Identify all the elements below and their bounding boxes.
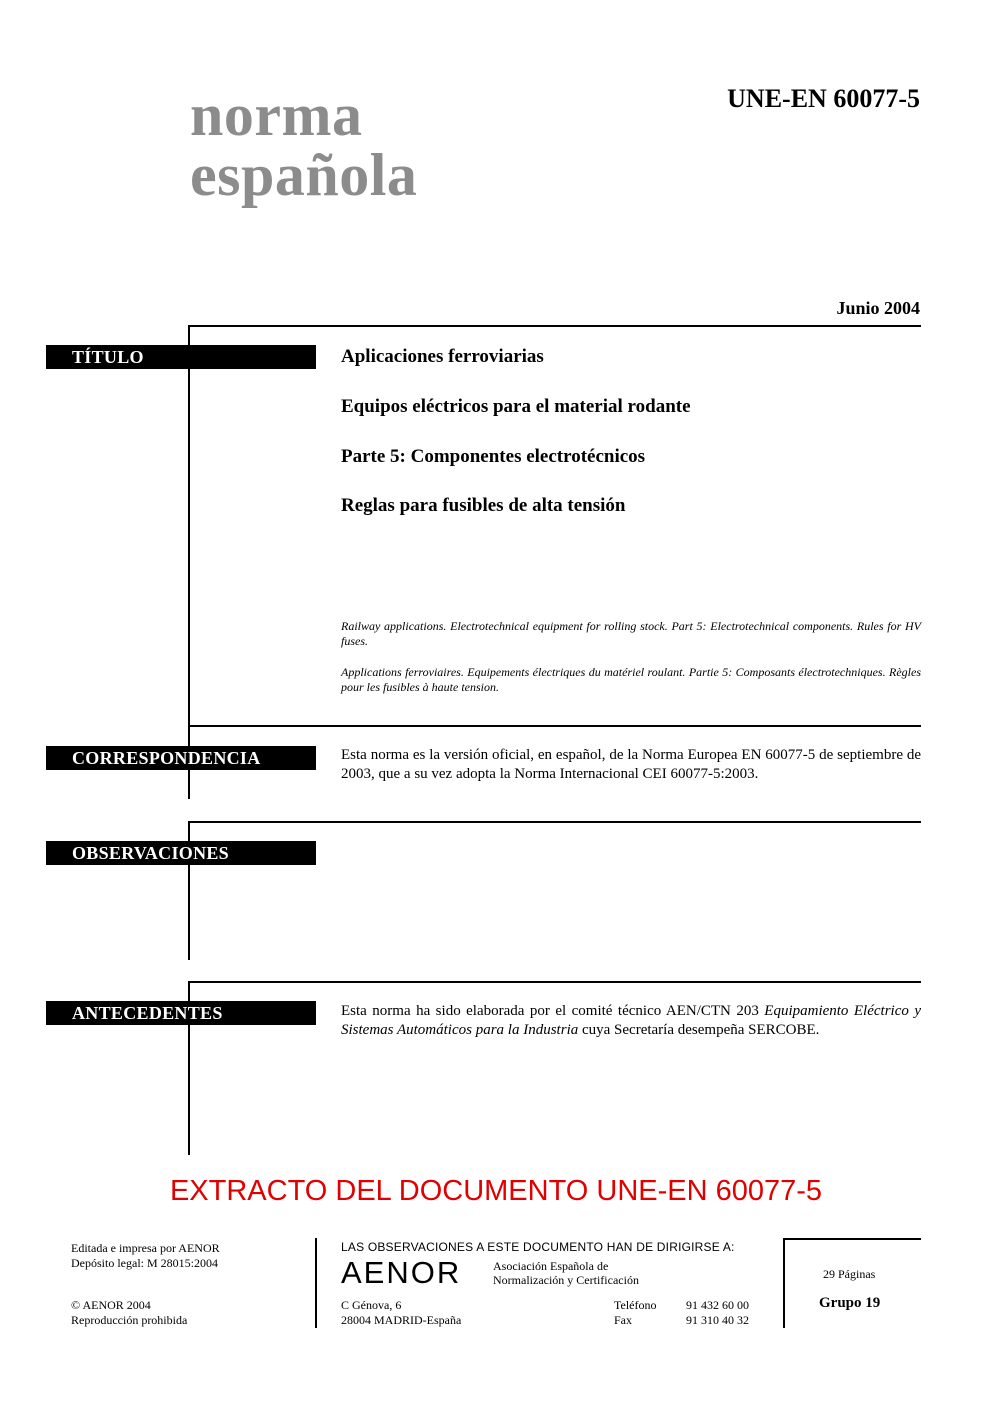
section-rule-observaciones	[188, 821, 921, 823]
footer-page-count: 29 Páginas	[823, 1267, 876, 1281]
aenor-logo: AENOR	[341, 1255, 462, 1290]
title-line-3: Parte 5: Componentes electrotécnicos	[341, 446, 646, 467]
brand-word-norma: norma	[190, 82, 363, 148]
standard-code: UNE-EN 60077-5	[727, 84, 920, 113]
footer-address-city: 28004 MADRID-España	[341, 1313, 462, 1327]
aenor-org-line1: Asociación Española de	[493, 1259, 609, 1273]
section-rule-titulo	[188, 325, 921, 327]
footer-copyright: © AENOR 2004	[71, 1298, 151, 1312]
antecedentes-committee-name: Equipamiento Eléctrico y Sistemas Automáticos para la Industria	[341, 1003, 921, 1038]
brand-word-espanola: española	[190, 142, 418, 208]
footer-box-top	[783, 1238, 921, 1240]
footer-phone: 91 432 60 00	[686, 1298, 749, 1312]
aenor-org-line2: Normalización y Certificación	[493, 1273, 639, 1287]
antecedentes-text-end: cuya Secretaría desempeña SERCOBE.	[578, 1022, 820, 1038]
section-rule-antecedentes	[188, 981, 921, 983]
footer-deposit: Depósito legal: M 28015:2004	[71, 1256, 218, 1270]
antecedentes-text	[341, 1002, 921, 1040]
footer-address-street: C Génova, 6	[341, 1298, 402, 1312]
footer-divider-right	[783, 1238, 785, 1328]
title-english: Railway applications. Electrotechnical equipment for rolling stock. Part 5: Electrotechnical components. Rules for HV fuses.	[341, 619, 921, 648]
title-line-1: Aplicaciones ferroviarias	[341, 346, 544, 367]
section-label-correspondencia: CORRESPONDENCIA	[46, 746, 316, 770]
section-vrule-titulo	[188, 325, 190, 725]
correspondencia-text: Esta norma es la versión oficial, en español, de la Norma Europea EN 60077-5 de septiembre de 2003, que a su vez adopta la Norma Internacional CEI 60077-5:2003.	[341, 747, 921, 782]
footer-divider-left	[315, 1238, 317, 1328]
footer-fax-label: Fax	[614, 1313, 632, 1327]
extract-notice: EXTRACTO DEL DOCUMENTO UNE-EN 60077-5	[169, 1175, 823, 1207]
footer-phone-label: Teléfono	[614, 1298, 657, 1312]
footer-group: Grupo 19	[819, 1295, 881, 1311]
title-line-2: Equipos eléctricos para el material rodante	[341, 396, 691, 417]
section-label-antecedentes: ANTECEDENTES	[46, 1001, 316, 1025]
footer-fax: 91 310 40 32	[686, 1313, 749, 1327]
footer-contact-header: LAS OBSERVACIONES A ESTE DOCUMENTO HAN DE DIRIGIRSE A:	[341, 1240, 735, 1254]
publication-date: Junio 2004	[836, 298, 920, 318]
section-rule-correspondencia	[188, 725, 921, 727]
title-french: Applications ferroviaires. Equipements électriques du matériel roulant. Partie 5: Composants électrotechniques. Règles pour les fusibles à haute tension.	[341, 665, 921, 694]
antecedentes-text-start: Esta norma ha sido elaborada por el comité técnico AEN/CTN 203	[341, 1003, 765, 1019]
footer-edited: Editada e impresa por AENOR	[71, 1241, 220, 1255]
section-label-titulo: TÍTULO	[46, 345, 316, 369]
footer-reproduction: Reproducción prohibida	[71, 1313, 188, 1327]
title-line-4: Reglas para fusibles de alta tensión	[341, 495, 626, 516]
section-label-observaciones: OBSERVACIONES	[46, 841, 316, 865]
